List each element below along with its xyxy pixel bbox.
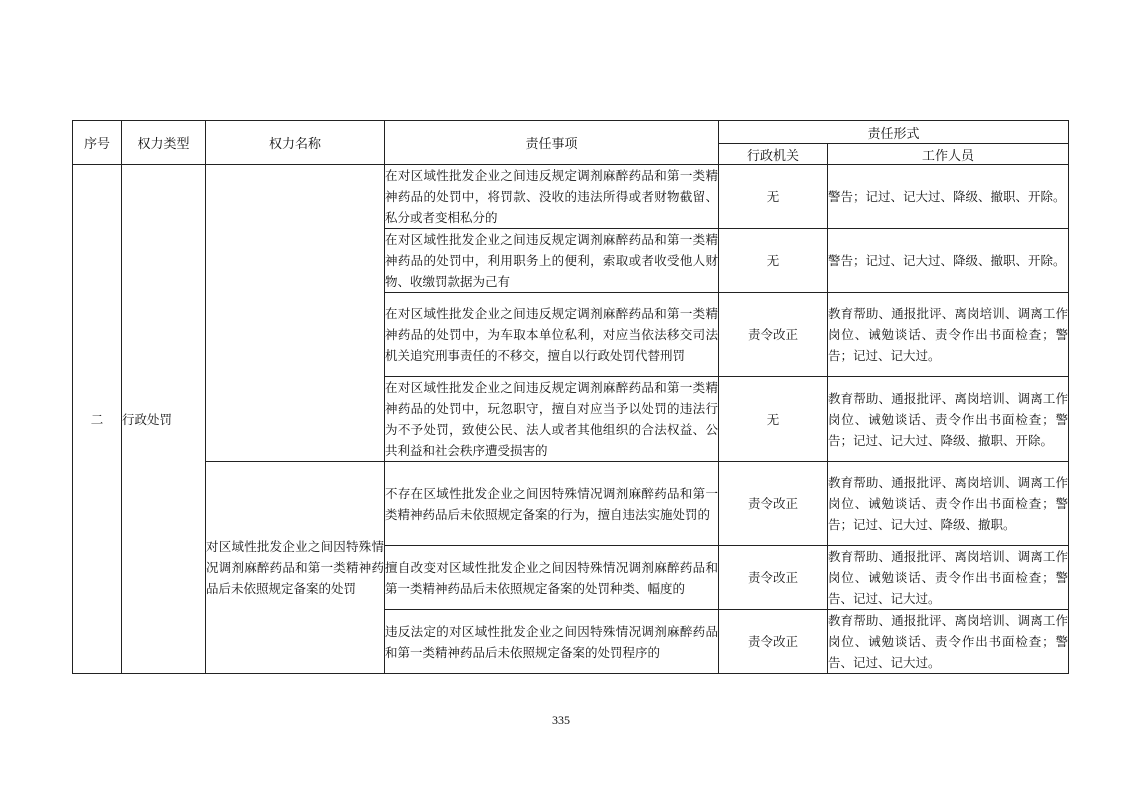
matter-cell: 擅自改变对区域性批发企业之间因特殊情况调剂麻醉药品和第一类精神药品后未依照规定备案的处罚种类、幅度的 (385, 546, 719, 610)
staff-cell: 教育帮助、通报批评、离岗培训、调离工作岗位、诫勉谈话、责令作出书面检查；警告、记过、记大过。 (828, 546, 1069, 610)
staff-cell: 教育帮助、通报批评、离岗培训、调离工作岗位、诫勉谈话、责令作出书面检查；警告；记过、记大过、降级、撤职、开除。 (828, 377, 1069, 462)
power-type-cell: 行政处罚 (122, 165, 206, 674)
power-name-cell (206, 165, 385, 462)
header-form: 责任形式 (719, 121, 1069, 144)
matter-cell: 在对区域性批发企业之间违反规定调剂麻醉药品和第一类精神药品的处罚中，将罚款、没收的违法所得或者财物截留、私分或者变相私分的 (385, 165, 719, 229)
agency-cell: 无 (719, 229, 828, 293)
staff-cell: 教育帮助、通报批评、离岗培训、调离工作岗位、诫勉谈话、责令作出书面检查；警告；记过、记大过。 (828, 293, 1069, 377)
agency-cell: 责令改正 (719, 462, 828, 546)
agency-cell: 责令改正 (719, 610, 828, 674)
power-name-cell: 对区域性批发企业之间因特殊情况调剂麻醉药品和第一类精神药品后未依照规定备案的处罚 (206, 462, 385, 674)
matter-cell: 在对区域性批发企业之间违反规定调剂麻醉药品和第一类精神药品的处罚中，玩忽职守，擅自对应当予以处罚的违法行为不予处罚，致使公民、法人或者其他组织的合法权益、公共利益和社会秩序遭受损害的 (385, 377, 719, 462)
staff-cell: 教育帮助、通报批评、离岗培训、调离工作岗位、诫勉谈话、责令作出书面检查；警告；记过、记大过、降级、撤职。 (828, 462, 1069, 546)
staff-cell: 教育帮助、通报批评、离岗培训、调离工作岗位、诫勉谈话、责令作出书面检查；警告、记过、记大过。 (828, 610, 1069, 674)
matter-cell: 不存在区域性批发企业之间因特殊情况调剂麻醉药品和第一类精神药品后未依照规定备案的行为，擅自违法实施处罚的 (385, 462, 719, 546)
agency-cell: 责令改正 (719, 546, 828, 610)
staff-cell: 警告；记过、记大过、降级、撤职、开除。 (828, 229, 1069, 293)
agency-cell: 责令改正 (719, 293, 828, 377)
page-number: 335 (552, 713, 570, 727)
seq-cell: 二 (73, 165, 122, 674)
header-staff: 工作人员 (828, 144, 1069, 165)
header-matter: 责任事项 (385, 121, 719, 165)
header-row-1 (73, 121, 1069, 144)
agency-cell: 无 (719, 165, 828, 229)
responsibility-table (72, 120, 1069, 674)
matter-cell: 在对区域性批发企业之间违反规定调剂麻醉药品和第一类精神药品的处罚中，利用职务上的便利，索取或者收受他人财物、收缴罚款据为己有 (385, 229, 719, 293)
header-power-name: 权力名称 (206, 121, 385, 165)
table-row (73, 165, 1069, 229)
table-row (73, 462, 1069, 546)
header-agency: 行政机关 (719, 144, 828, 165)
matter-cell: 违反法定的对区域性批发企业之间因特殊情况调剂麻醉药品和第一类精神药品后未依照规定备案的处罚程序的 (385, 610, 719, 674)
header-seq: 序号 (73, 121, 122, 165)
staff-cell: 警告；记过、记大过、降级、撤职、开除。 (828, 165, 1069, 229)
agency-cell: 无 (719, 377, 828, 462)
header-power-type: 权力类型 (122, 121, 206, 165)
matter-cell: 在对区域性批发企业之间违反规定调剂麻醉药品和第一类精神药品的处罚中，为车取本单位私利，对应当依法移交司法机关追究刑事责任的不移交，擅自以行政处罚代替刑罚 (385, 293, 719, 377)
